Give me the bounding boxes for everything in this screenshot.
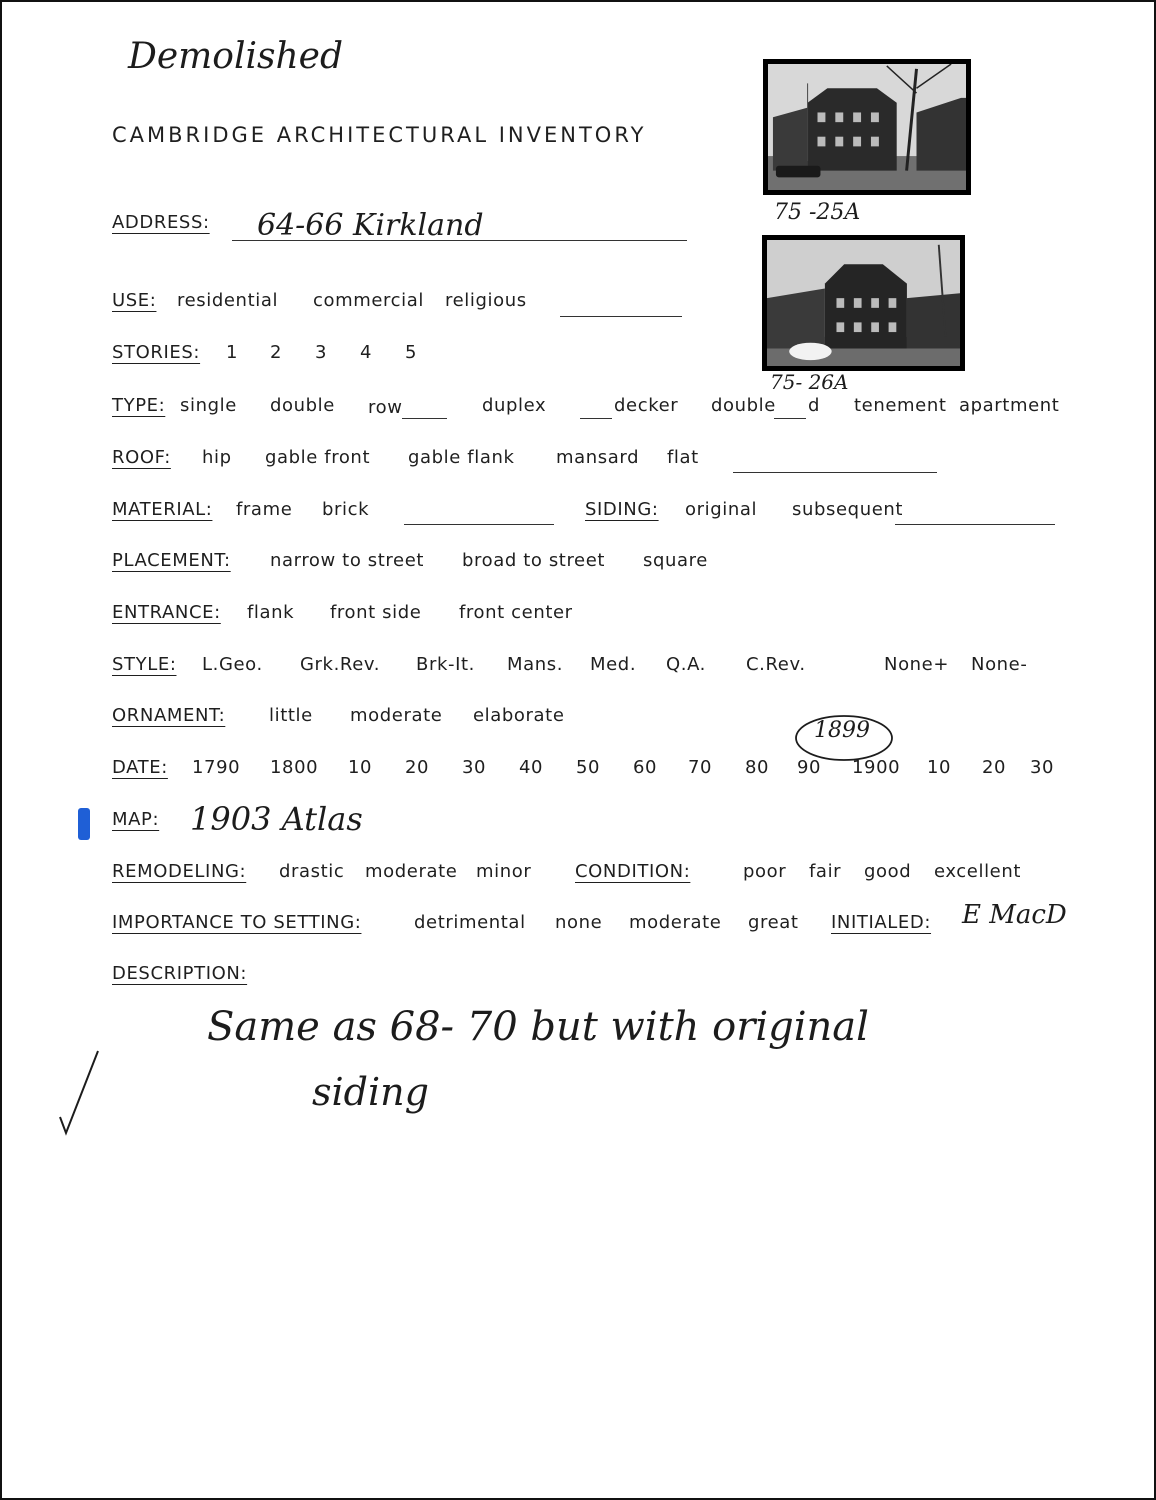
- condition-option: fair: [809, 861, 842, 882]
- entrance-option: front side: [330, 602, 422, 623]
- material-option: frame: [236, 499, 293, 520]
- type-option: row: [368, 397, 403, 418]
- placement-label: PLACEMENT:: [112, 550, 231, 571]
- date-option: 90: [797, 757, 822, 778]
- importance-option: moderate: [629, 912, 722, 933]
- material-blank: [404, 524, 554, 525]
- date-option: 1900: [852, 757, 901, 778]
- type-decker-blank: [580, 418, 612, 419]
- handwritten-description-line-1: Same as 68- 70 but with original: [207, 1004, 869, 1050]
- remodeling-option: moderate: [365, 861, 458, 882]
- initialed-label: INITIALED:: [831, 912, 932, 933]
- use-blank: [560, 316, 682, 317]
- roof-option: gable front: [265, 447, 371, 468]
- date-option: 10: [927, 757, 952, 778]
- roof-option: gable flank: [408, 447, 515, 468]
- use-option: religious: [445, 290, 527, 311]
- ornament-option: elaborate: [473, 705, 565, 726]
- stories-option: 5: [405, 342, 418, 363]
- ornament-label: ORNAMENT:: [112, 705, 226, 726]
- date-option: 50: [576, 757, 601, 778]
- check-mark-icon: [54, 1047, 104, 1137]
- style-option: None+: [884, 654, 950, 675]
- remodeling-option: minor: [476, 861, 532, 882]
- use-option: commercial: [313, 290, 424, 311]
- roof-option: mansard: [556, 447, 640, 468]
- date-label: DATE:: [112, 757, 168, 778]
- description-label: DESCRIPTION:: [112, 963, 248, 984]
- style-option: Brk-It.: [416, 654, 475, 675]
- map-label: MAP:: [112, 809, 160, 830]
- date-option: 70: [688, 757, 713, 778]
- condition-option: good: [864, 861, 912, 882]
- stories-option: 3: [315, 342, 328, 363]
- type-option: apartment: [959, 395, 1060, 416]
- date-option: 20: [405, 757, 430, 778]
- entrance-option: flank: [247, 602, 295, 623]
- use-option: residential: [177, 290, 279, 311]
- stories-option: 1: [226, 342, 239, 363]
- stories-option: 4: [360, 342, 373, 363]
- entrance-label: ENTRANCE:: [112, 602, 221, 623]
- date-option: 10: [348, 757, 373, 778]
- stories-label: STORIES:: [112, 342, 201, 363]
- style-option: Grk.Rev.: [300, 654, 381, 675]
- use-label: USE:: [112, 290, 157, 311]
- date-option: 30: [1030, 757, 1055, 778]
- style-label: STYLE:: [112, 654, 177, 675]
- siding-blank: [895, 524, 1055, 525]
- date-option: 1790: [192, 757, 241, 778]
- roof-label: ROOF:: [112, 447, 171, 468]
- date-option: 1800: [270, 757, 319, 778]
- remodeling-label: REMODELING:: [112, 861, 247, 882]
- blue-marker: [78, 808, 90, 840]
- roof-blank: [733, 472, 937, 473]
- siding-option: subsequent: [792, 499, 904, 520]
- type-label: TYPE:: [112, 395, 166, 416]
- type-option: double: [711, 395, 776, 416]
- handwritten-status: Demolished: [128, 36, 344, 77]
- placement-option: narrow to street: [270, 550, 425, 571]
- roof-option: flat: [667, 447, 699, 468]
- importance-option: none: [555, 912, 603, 933]
- type-option: tenement: [854, 395, 947, 416]
- type-double-blank: [774, 418, 806, 419]
- type-row-blank: [402, 418, 447, 419]
- date-option: 80: [745, 757, 770, 778]
- photo-1-id: 75 -25A: [774, 200, 861, 225]
- importance-option: detrimental: [414, 912, 526, 933]
- type-option: double: [270, 395, 335, 416]
- date-option: 20: [982, 757, 1007, 778]
- importance-option: great: [748, 912, 799, 933]
- ornament-option: moderate: [350, 705, 443, 726]
- photo-2-id: 75- 26A: [770, 370, 849, 394]
- importance-label: IMPORTANCE TO SETTING:: [112, 912, 362, 933]
- style-option: Med.: [590, 654, 637, 675]
- style-option: Q.A.: [666, 654, 707, 675]
- address-label: ADDRESS:: [112, 212, 210, 233]
- entrance-option: front center: [459, 602, 573, 623]
- remodeling-option: drastic: [279, 861, 345, 882]
- type-option: single: [180, 395, 237, 416]
- siding-label: SIDING:: [585, 499, 659, 520]
- material-option: brick: [322, 499, 370, 520]
- form-title: CAMBRIDGE ARCHITECTURAL INVENTORY: [112, 123, 647, 147]
- style-option: None-: [971, 654, 1028, 675]
- style-option: C.Rev.: [746, 654, 806, 675]
- style-option: Mans.: [507, 654, 564, 675]
- handwritten-map: 1903 Atlas: [190, 800, 363, 838]
- condition-option: excellent: [934, 861, 1022, 882]
- date-option: 60: [633, 757, 658, 778]
- placement-option: broad to street: [462, 550, 606, 571]
- building-photo-2: [762, 235, 965, 371]
- style-option: L.Geo.: [202, 654, 263, 675]
- handwritten-date: 1899: [814, 718, 870, 743]
- handwritten-description-line-2: siding: [312, 1070, 429, 1114]
- type-option: duplex: [482, 395, 547, 416]
- date-option: 30: [462, 757, 487, 778]
- ornament-option: little: [269, 705, 313, 726]
- roof-option: hip: [202, 447, 232, 468]
- condition-option: poor: [743, 861, 787, 882]
- siding-option: original: [685, 499, 758, 520]
- type-option: decker: [614, 395, 679, 416]
- condition-label: CONDITION:: [575, 861, 691, 882]
- handwritten-initials: E MacD: [962, 900, 1067, 930]
- type-option: d: [808, 395, 821, 416]
- handwritten-address: 64-66 Kirkland: [257, 208, 484, 243]
- date-option: 40: [519, 757, 544, 778]
- material-label: MATERIAL:: [112, 499, 213, 520]
- stories-option: 2: [270, 342, 283, 363]
- building-photo-1: [763, 59, 971, 195]
- placement-option: square: [643, 550, 708, 571]
